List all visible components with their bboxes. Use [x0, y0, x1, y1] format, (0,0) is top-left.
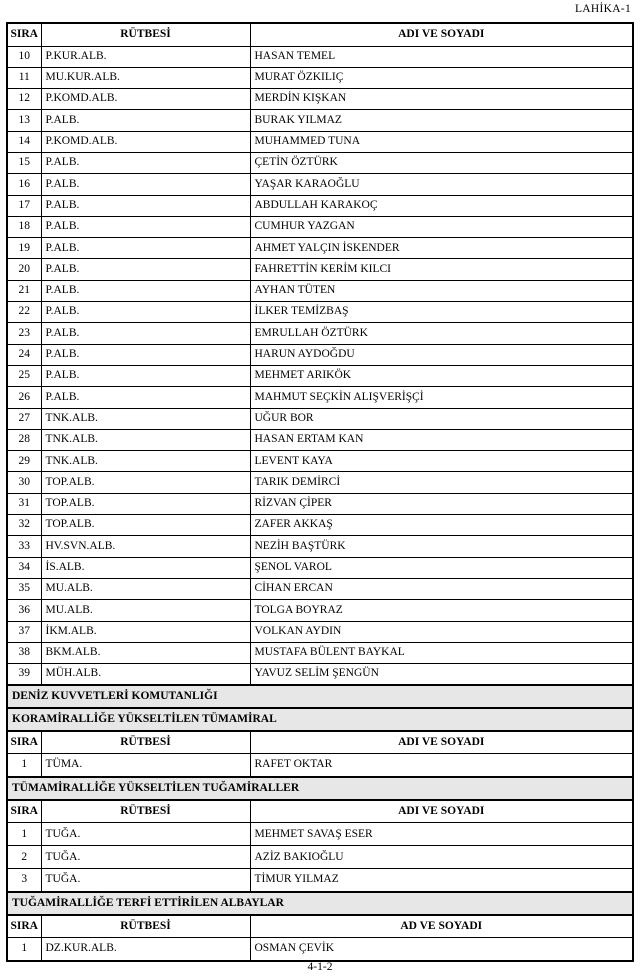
column-header: SIRA — [7, 731, 41, 754]
table-row — [7, 259, 633, 280]
row-number-cell: 31 — [7, 493, 41, 514]
row-number-cell: 37 — [7, 621, 41, 642]
row-number-cell: 21 — [7, 280, 41, 301]
rank-cell: P.ALB. — [41, 323, 250, 344]
name-cell: LEVENT KAYA — [250, 451, 633, 472]
row-number-cell: 11 — [7, 67, 41, 88]
column-header: ADI VE SOYADI — [250, 731, 633, 754]
row-number-cell: 38 — [7, 642, 41, 663]
name-cell: YAVUZ SELİM ŞENGÜN — [250, 664, 633, 685]
rank-cell: TOP.ALB. — [41, 472, 250, 493]
table-row — [7, 238, 633, 259]
table-row — [7, 280, 633, 301]
row-number-cell: 17 — [7, 195, 41, 216]
row-number-cell: 1 — [7, 938, 41, 961]
name-cell: HASAN TEMEL — [250, 46, 633, 67]
table-row — [7, 323, 633, 344]
rank-cell: TNK.ALB. — [41, 429, 250, 450]
rank-cell: İS.ALB. — [41, 557, 250, 578]
name-cell: İLKER TEMİZBAŞ — [250, 302, 633, 323]
rank-cell: MU.KUR.ALB. — [41, 67, 250, 88]
table-row — [7, 642, 633, 663]
rank-cell: P.ALB. — [41, 259, 250, 280]
name-cell: HARUN AYDOĞDU — [250, 344, 633, 365]
table-row — [7, 515, 633, 536]
rank-cell: İKM.ALB. — [41, 621, 250, 642]
name-cell: MURAT ÖZKILIÇ — [250, 67, 633, 88]
rank-cell: P.ALB. — [41, 195, 250, 216]
table-row — [7, 823, 633, 846]
table-header-row — [7, 800, 633, 823]
table-row — [7, 174, 633, 195]
row-number-cell: 32 — [7, 515, 41, 536]
name-cell: AHMET YALÇIN İSKENDER — [250, 238, 633, 259]
row-number-cell: 29 — [7, 451, 41, 472]
table-row — [7, 110, 633, 131]
table-row — [7, 621, 633, 642]
annex-label: LAHİKA-1 — [574, 3, 631, 15]
table-row — [7, 365, 633, 386]
name-cell: VOLKAN AYDIN — [250, 621, 633, 642]
rank-cell: P.ALB. — [41, 174, 250, 195]
row-number-cell: 24 — [7, 344, 41, 365]
section-band — [7, 777, 633, 800]
name-cell: OSMAN ÇEVİK — [250, 938, 633, 961]
section-band-label: TUĞAMİRALLİĞE TERFİ ETTİRİLEN ALBAYLAR — [7, 892, 633, 915]
promotion-list-table — [6, 22, 634, 962]
name-cell: HASAN ERTAM KAN — [250, 429, 633, 450]
table-row — [7, 578, 633, 599]
rank-cell: P.KUR.ALB. — [41, 46, 250, 67]
row-number-cell: 19 — [7, 238, 41, 259]
name-cell: CİHAN ERCAN — [250, 578, 633, 599]
row-number-cell: 12 — [7, 89, 41, 110]
row-number-cell: 35 — [7, 578, 41, 599]
name-cell: AYHAN TÜTEN — [250, 280, 633, 301]
name-cell: ÇETİN ÖZTÜRK — [250, 152, 633, 173]
name-cell: MAHMUT SEÇKİN ALIŞVERİŞÇİ — [250, 387, 633, 408]
table-row — [7, 493, 633, 514]
name-cell: TOLGA BOYRAZ — [250, 600, 633, 621]
table-header-row — [7, 915, 633, 938]
name-cell: YAŞAR KARAOĞLU — [250, 174, 633, 195]
row-number-cell: 16 — [7, 174, 41, 195]
name-cell: ŞENOL VAROL — [250, 557, 633, 578]
page-number: 4-1-2 — [307, 961, 333, 973]
rank-cell: P.ALB. — [41, 216, 250, 237]
rank-cell: TUĞA. — [41, 869, 250, 892]
rank-cell: P.KOMD.ALB. — [41, 89, 250, 110]
column-header: RÜTBESİ — [41, 731, 250, 754]
row-number-cell: 27 — [7, 408, 41, 429]
table-row — [7, 754, 633, 777]
name-cell: MERDİN KIŞKAN — [250, 89, 633, 110]
row-number-cell: 14 — [7, 131, 41, 152]
rank-cell: MU.ALB. — [41, 600, 250, 621]
rank-cell: TUĞA. — [41, 823, 250, 846]
row-number-cell: 22 — [7, 302, 41, 323]
row-number-cell: 39 — [7, 664, 41, 685]
rank-cell: HV.SVN.ALB. — [41, 536, 250, 557]
column-header: SIRA — [7, 800, 41, 823]
rank-cell: P.ALB. — [41, 280, 250, 301]
rank-cell: P.ALB. — [41, 302, 250, 323]
section-band — [7, 685, 633, 708]
table-row — [7, 67, 633, 88]
section-band — [7, 892, 633, 915]
name-cell: FAHRETTİN KERİM KILCI — [250, 259, 633, 280]
column-header: RÜTBESİ — [41, 23, 250, 46]
table-row — [7, 408, 633, 429]
table-row — [7, 557, 633, 578]
rank-cell: TNK.ALB. — [41, 408, 250, 429]
rank-cell: TOP.ALB. — [41, 493, 250, 514]
column-header: ADI VE SOYADI — [250, 23, 633, 46]
column-header: SIRA — [7, 23, 41, 46]
table-row — [7, 344, 633, 365]
rank-cell: P.ALB. — [41, 365, 250, 386]
table-row — [7, 938, 633, 961]
name-cell: TİMUR YILMAZ — [250, 869, 633, 892]
name-cell: MEHMET ARIKÖK — [250, 365, 633, 386]
rank-cell: P.ALB. — [41, 152, 250, 173]
row-number-cell: 18 — [7, 216, 41, 237]
row-number-cell: 28 — [7, 429, 41, 450]
row-number-cell: 13 — [7, 110, 41, 131]
rank-cell: MÜH.ALB. — [41, 664, 250, 685]
rank-cell: DZ.KUR.ALB. — [41, 938, 250, 961]
rank-cell: BKM.ALB. — [41, 642, 250, 663]
name-cell: AZİZ BAKIOĞLU — [250, 846, 633, 869]
section-band-label: TÜMAMİRALLİĞE YÜKSELTİLEN TUĞAMİRALLER — [7, 777, 633, 800]
section-band-label: DENİZ KUVVETLERİ KOMUTANLIĞI — [7, 685, 633, 708]
table-row — [7, 89, 633, 110]
row-number-cell: 1 — [7, 754, 41, 777]
column-header: SIRA — [7, 915, 41, 938]
table-row — [7, 664, 633, 685]
name-cell: EMRULLAH ÖZTÜRK — [250, 323, 633, 344]
row-number-cell: 36 — [7, 600, 41, 621]
table-row — [7, 152, 633, 173]
row-number-cell: 20 — [7, 259, 41, 280]
rank-cell: P.KOMD.ALB. — [41, 131, 250, 152]
column-header: RÜTBESİ — [41, 800, 250, 823]
column-header: AD VE SOYADI — [250, 915, 633, 938]
rank-cell: TÜMA. — [41, 754, 250, 777]
row-number-cell: 33 — [7, 536, 41, 557]
row-number-cell: 34 — [7, 557, 41, 578]
name-cell: RİZVAN ÇİPER — [250, 493, 633, 514]
rank-cell: P.ALB. — [41, 110, 250, 131]
name-cell: ABDULLAH KARAKOÇ — [250, 195, 633, 216]
table-row — [7, 46, 633, 67]
section-band-label: KORAMİRALLİĞE YÜKSELTİLEN TÜMAMİRAL — [7, 708, 633, 731]
row-number-cell: 10 — [7, 46, 41, 67]
column-header: RÜTBESİ — [41, 915, 250, 938]
section-band — [7, 708, 633, 731]
rank-cell: TOP.ALB. — [41, 515, 250, 536]
table-row — [7, 536, 633, 557]
name-cell: RAFET OKTAR — [250, 754, 633, 777]
table-row — [7, 472, 633, 493]
rank-cell: P.ALB. — [41, 238, 250, 259]
table-row — [7, 195, 633, 216]
rank-cell: TUĞA. — [41, 846, 250, 869]
table-header-row — [7, 731, 633, 754]
rank-cell: TNK.ALB. — [41, 451, 250, 472]
name-cell: NEZİH BAŞTÜRK — [250, 536, 633, 557]
row-number-cell: 2 — [7, 846, 41, 869]
name-cell: CUMHUR YAZGAN — [250, 216, 633, 237]
table-row — [7, 451, 633, 472]
name-cell: MUSTAFA BÜLENT BAYKAL — [250, 642, 633, 663]
row-number-cell: 15 — [7, 152, 41, 173]
rank-cell: MU.ALB. — [41, 578, 250, 599]
row-number-cell: 3 — [7, 869, 41, 892]
name-cell: UĞUR BOR — [250, 408, 633, 429]
table-row — [7, 846, 633, 869]
rank-cell: P.ALB. — [41, 387, 250, 408]
table-row — [7, 387, 633, 408]
table-row — [7, 429, 633, 450]
table-header-row — [7, 23, 633, 46]
rank-cell: P.ALB. — [41, 344, 250, 365]
row-number-cell: 25 — [7, 365, 41, 386]
table-row — [7, 869, 633, 892]
row-number-cell: 1 — [7, 823, 41, 846]
table-row — [7, 600, 633, 621]
row-number-cell: 23 — [7, 323, 41, 344]
table-row — [7, 302, 633, 323]
row-number-cell: 26 — [7, 387, 41, 408]
name-cell: MEHMET SAVAŞ ESER — [250, 823, 633, 846]
name-cell: BURAK YILMAZ — [250, 110, 633, 131]
column-header: ADI VE SOYADI — [250, 800, 633, 823]
table-row — [7, 131, 633, 152]
name-cell: TARIK DEMİRCİ — [250, 472, 633, 493]
name-cell: ZAFER AKKAŞ — [250, 515, 633, 536]
row-number-cell: 30 — [7, 472, 41, 493]
table-row — [7, 216, 633, 237]
name-cell: MUHAMMED TUNA — [250, 131, 633, 152]
